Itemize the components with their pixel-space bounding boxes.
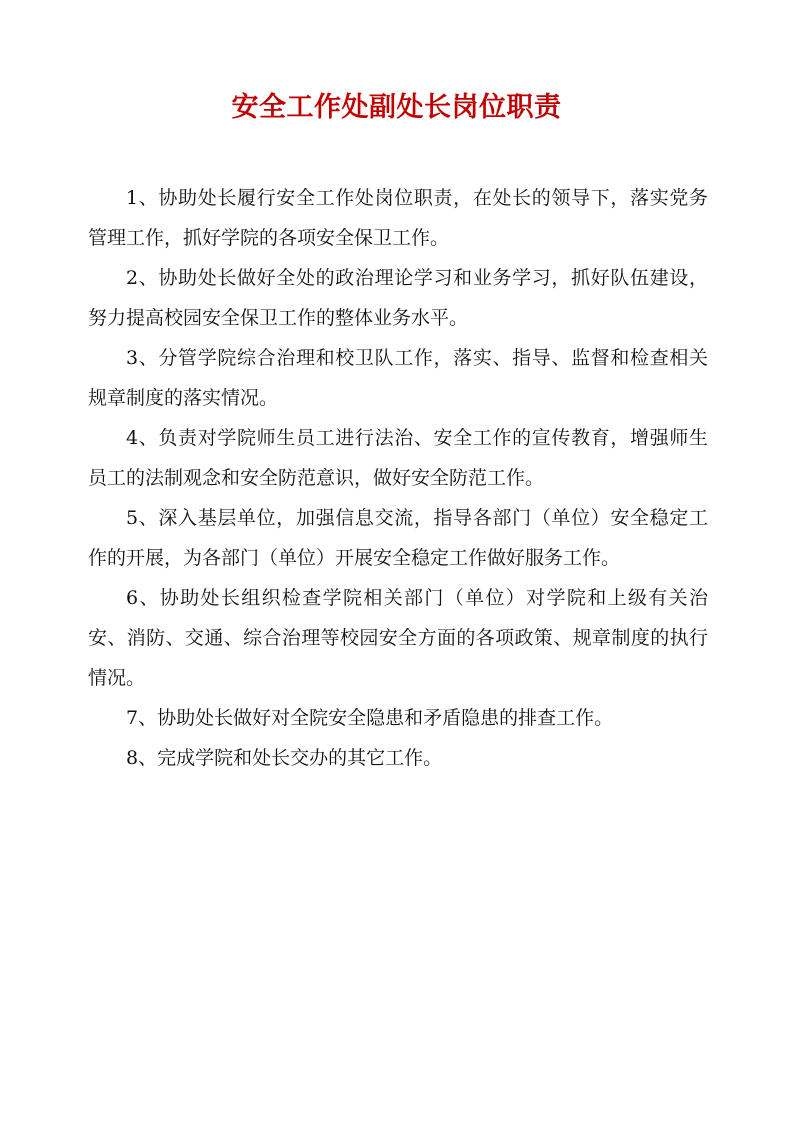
duty-item-5: 5、深入基层单位，加强信息交流，指导各部门（单位）安全稳定工作的开展，为各部门（单位）开展安全稳定工作做好服务工作。: [88, 507, 708, 569]
duty-item-2: 2、协助处长做好全处的政治理论学习和业务学习，抓好队伍建设，努力提高校园安全保卫工作的整体业务水平。: [88, 267, 708, 329]
duty-item-3: 3、分管学院综合治理和校卫队工作，落实、指导、监督和检查相关规章制度的落实情况。: [88, 347, 708, 409]
duty-item-8: 8、完成学院和处长交办的其它工作。: [126, 747, 443, 769]
document-title: 安全工作处副处长岗位职责: [231, 92, 562, 123]
document-body: [88, 178, 708, 778]
duty-item-4: 4、负责对学院师生员工进行法治、安全工作的宣传教育，增强师生员工的法制观念和安全防范意识，做好安全防范工作。: [88, 427, 708, 489]
duty-item-6: 6、协助处长组织检查学院相关部门（单位）对学院和上级有关治安、消防、交通、综合治理等校园安全方面的各项政策、规章制度的执行情况。: [88, 587, 708, 689]
duty-item-7: 7、协助处长做好对全院安全隐患和矛盾隐患的排查工作。: [126, 707, 614, 729]
duty-item-1: 1、协助处长履行安全工作处岗位职责，在处长的领导下，落实党务管理工作，抓好学院的各项安全保卫工作。: [88, 187, 708, 249]
